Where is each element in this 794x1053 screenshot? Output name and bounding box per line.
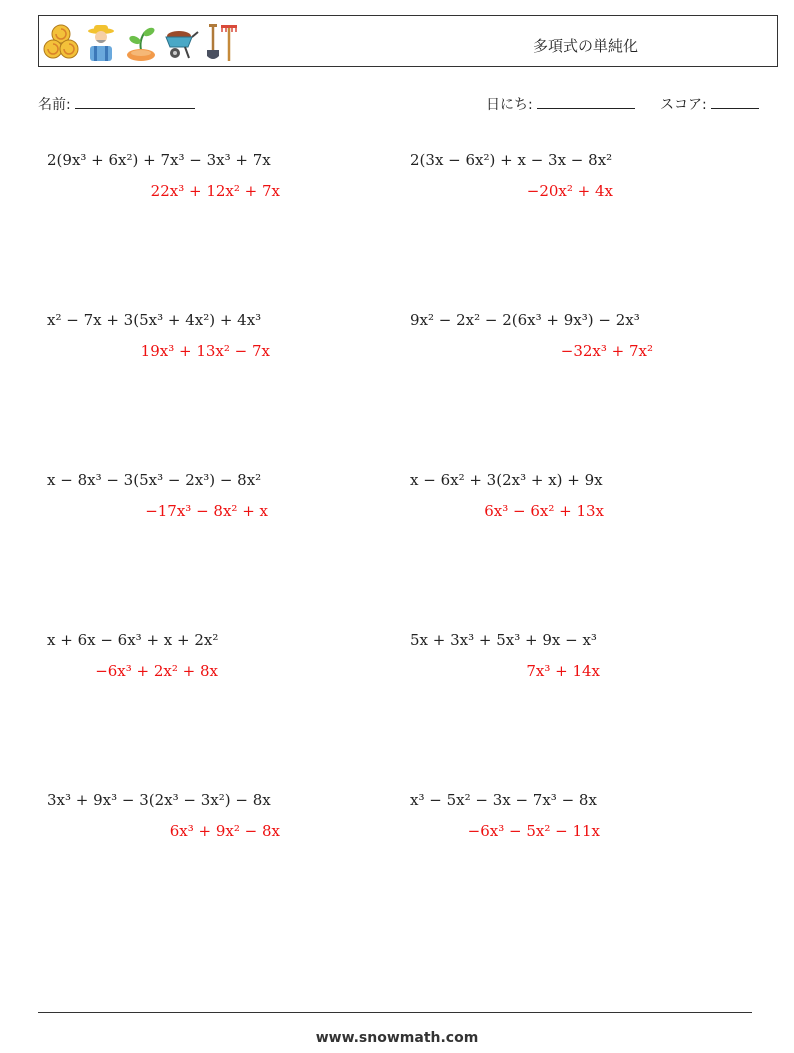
problem-question: 3x³ + 9x³ − 3(2x³ − 3x²) − 8x [47, 791, 271, 809]
worksheet-title: 多項式の単純化 [533, 37, 639, 55]
problem-question: 2(9x³ + 6x²) + 7x³ − 3x³ + 7x [47, 151, 271, 169]
farmer-icon [83, 22, 119, 62]
problem-question: x³ − 5x² − 3x − 7x³ − 8x [410, 791, 597, 809]
problem-question: x + 6x − 6x³ + x + 2x² [47, 631, 219, 649]
problem-answer: 22x³ + 12x² + 7x [150, 182, 280, 200]
problem-answer: 6x³ − 6x² + 13x [484, 502, 604, 520]
footer-url[interactable]: www.snowmath.com [315, 1030, 479, 1046]
name-label: 名前: [38, 97, 71, 113]
sprout-peach-icon [123, 22, 159, 62]
name-blank[interactable] [75, 96, 195, 109]
shovel-rake-icon [203, 22, 239, 62]
date-blank[interactable] [537, 96, 635, 109]
problem-answer: −6x³ − 5x² − 11x [467, 822, 600, 840]
problem-answer: −20x² + 4x [526, 182, 613, 200]
problem-question: 5x + 3x³ + 5x³ + 9x − x³ [410, 631, 597, 649]
date-label: 日にち: [486, 97, 533, 113]
problem-answer: −17x³ − 8x² + x [145, 502, 268, 520]
problem-question: x² − 7x + 3(5x³ + 4x²) + 4x³ [47, 311, 262, 329]
footer-divider [38, 1012, 752, 1013]
problem-answer: 6x³ + 9x² − 8x [169, 822, 280, 840]
problem-answer: −32x³ + 7x² [560, 342, 653, 360]
name-field[interactable] [38, 94, 195, 114]
score-blank[interactable] [711, 96, 759, 109]
worksheet-header [38, 15, 778, 67]
problem-answer: 19x³ + 13x² − 7x [140, 342, 270, 360]
problem-question: 9x² − 2x² − 2(6x³ + 9x³) − 2x³ [410, 311, 640, 329]
problem-question: 2(3x − 6x²) + x − 3x − 8x² [410, 151, 613, 169]
problem-question: x − 8x³ − 3(5x³ − 2x³) − 8x² [47, 471, 262, 489]
wheelbarrow-icon [163, 22, 199, 62]
score-label: スコア: [660, 97, 707, 113]
hay-bales-icon [43, 22, 79, 62]
score-field[interactable] [660, 94, 759, 114]
problem-question: x − 6x² + 3(2x³ + x) + 9x [410, 471, 603, 489]
date-field[interactable] [486, 94, 635, 114]
problem-answer: −6x³ + 2x² + 8x [95, 662, 218, 680]
header-icons [43, 21, 239, 63]
problem-answer: 7x³ + 14x [526, 662, 600, 680]
